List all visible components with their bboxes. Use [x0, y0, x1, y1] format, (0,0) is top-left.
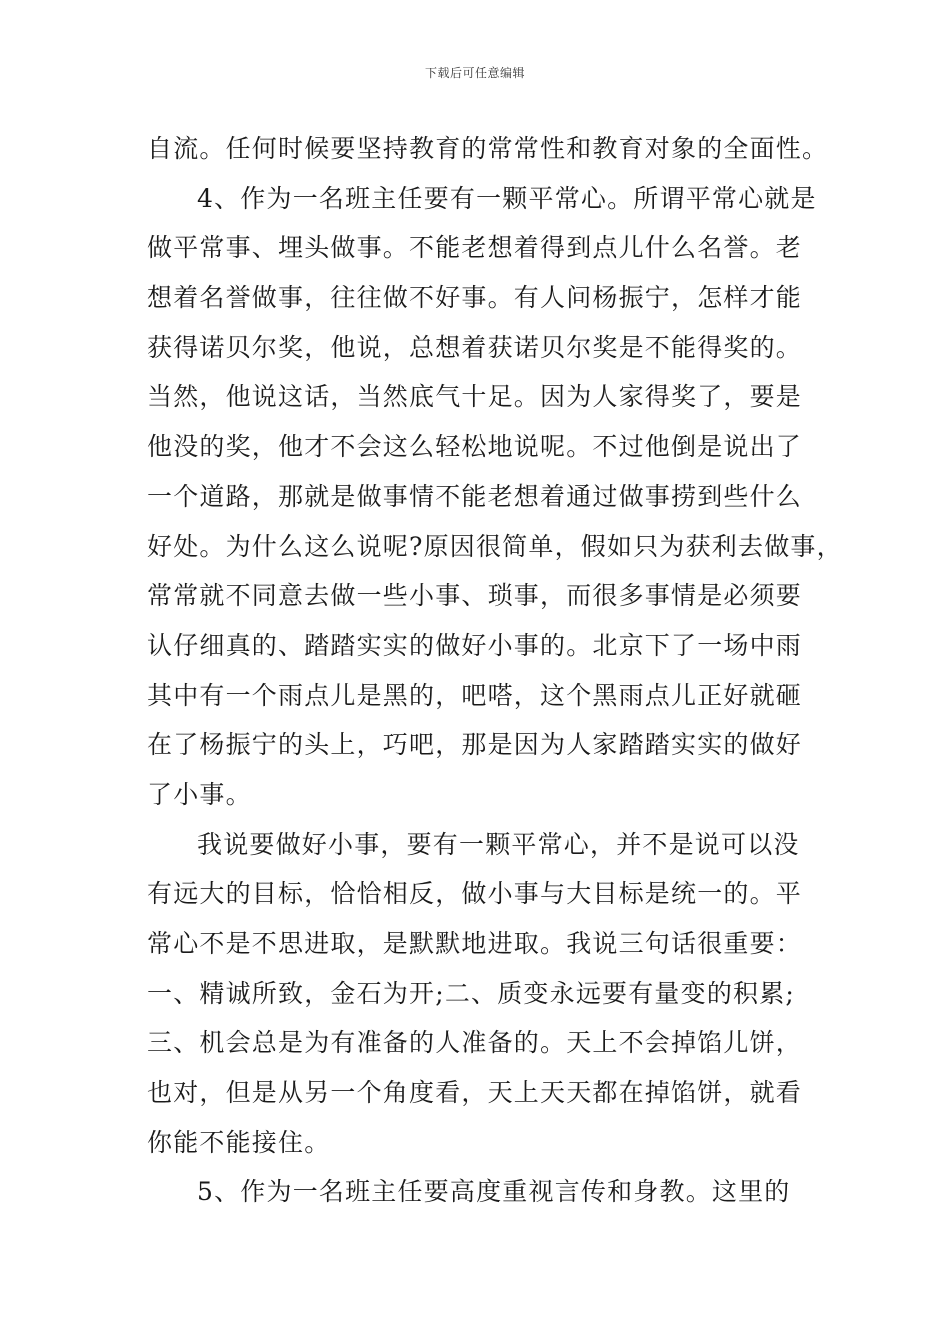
text-line-10: 常常就不同意去做一些小事、琐事，而很多事情是必须要	[147, 581, 803, 611]
text-line-16: 有远大的目标，恰恰相反，做小事与大目标是统一的。平	[147, 879, 803, 909]
text-line-14: 了小事。	[147, 779, 252, 809]
text-line-6: 当然，他说这话，当然底气十足。因为人家得奖了，要是	[147, 382, 803, 412]
text-line-20: 也对，但是从另一个角度看，天上天天都在掉馅饼，就看	[147, 1078, 803, 1108]
text-line-11: 认仔细真的、踏踏实实的做好小事的。北京下了一场中雨	[147, 630, 803, 660]
text-line-13: 在了杨振宁的头上，巧吧，那是因为人家踏踏实实的做好	[147, 730, 803, 760]
text-line-4: 想着名誉做事，往往做不好事。有人问杨振宁，怎样才能	[147, 283, 803, 313]
text-line-7: 他没的奖，他才不会这么轻松地说呢。不过他倒是说出了	[147, 432, 803, 462]
text-line-5: 获得诺贝尔奖，他说，总想着获诺贝尔奖是不能得奖的。	[147, 332, 803, 362]
page-header: 下载后可任意编辑	[424, 66, 525, 80]
text-line-1: 自流。任何时候要坚持教育的常常性和教育对象的全面性。	[147, 134, 829, 163]
text-line-18: 一、精诚所致，金石为开;二、质变永远要有量变的积累;	[147, 978, 796, 1008]
text-line-8: 一个道路，那就是做事情不能老想着通过做事捞到些什么	[147, 481, 803, 511]
text-line-19: 三、机会总是为有准备的人准备的。天上不会掉馅儿饼，	[147, 1028, 803, 1058]
text-line-15: 我说要做好小事，要有一颗平常心，并不是说可以没	[197, 829, 800, 859]
text-line-3: 做平常事、埋头做事。不能老想着得到点儿什么名誉。老	[147, 233, 803, 263]
text-line-2: 4、作为一名班主任要有一颗平常心。所谓平常心就是	[197, 183, 817, 213]
text-line-9: 好处。为什么这么说呢?原因很简单，假如只为获利去做事，	[147, 531, 843, 561]
text-line-12: 其中有一个雨点儿是黑的，吧嗒，这个黑雨点儿正好就砸	[147, 680, 803, 710]
text-line-17: 常心不是不思进取，是默默地进取。我说三句话很重要：	[147, 929, 803, 958]
document-body	[147, 124, 843, 1217]
text-line-22: 5、作为一名班主任要高度重视言传和身教。这里的	[197, 1177, 791, 1207]
text-line-21: 你能不能接住。	[147, 1127, 331, 1157]
